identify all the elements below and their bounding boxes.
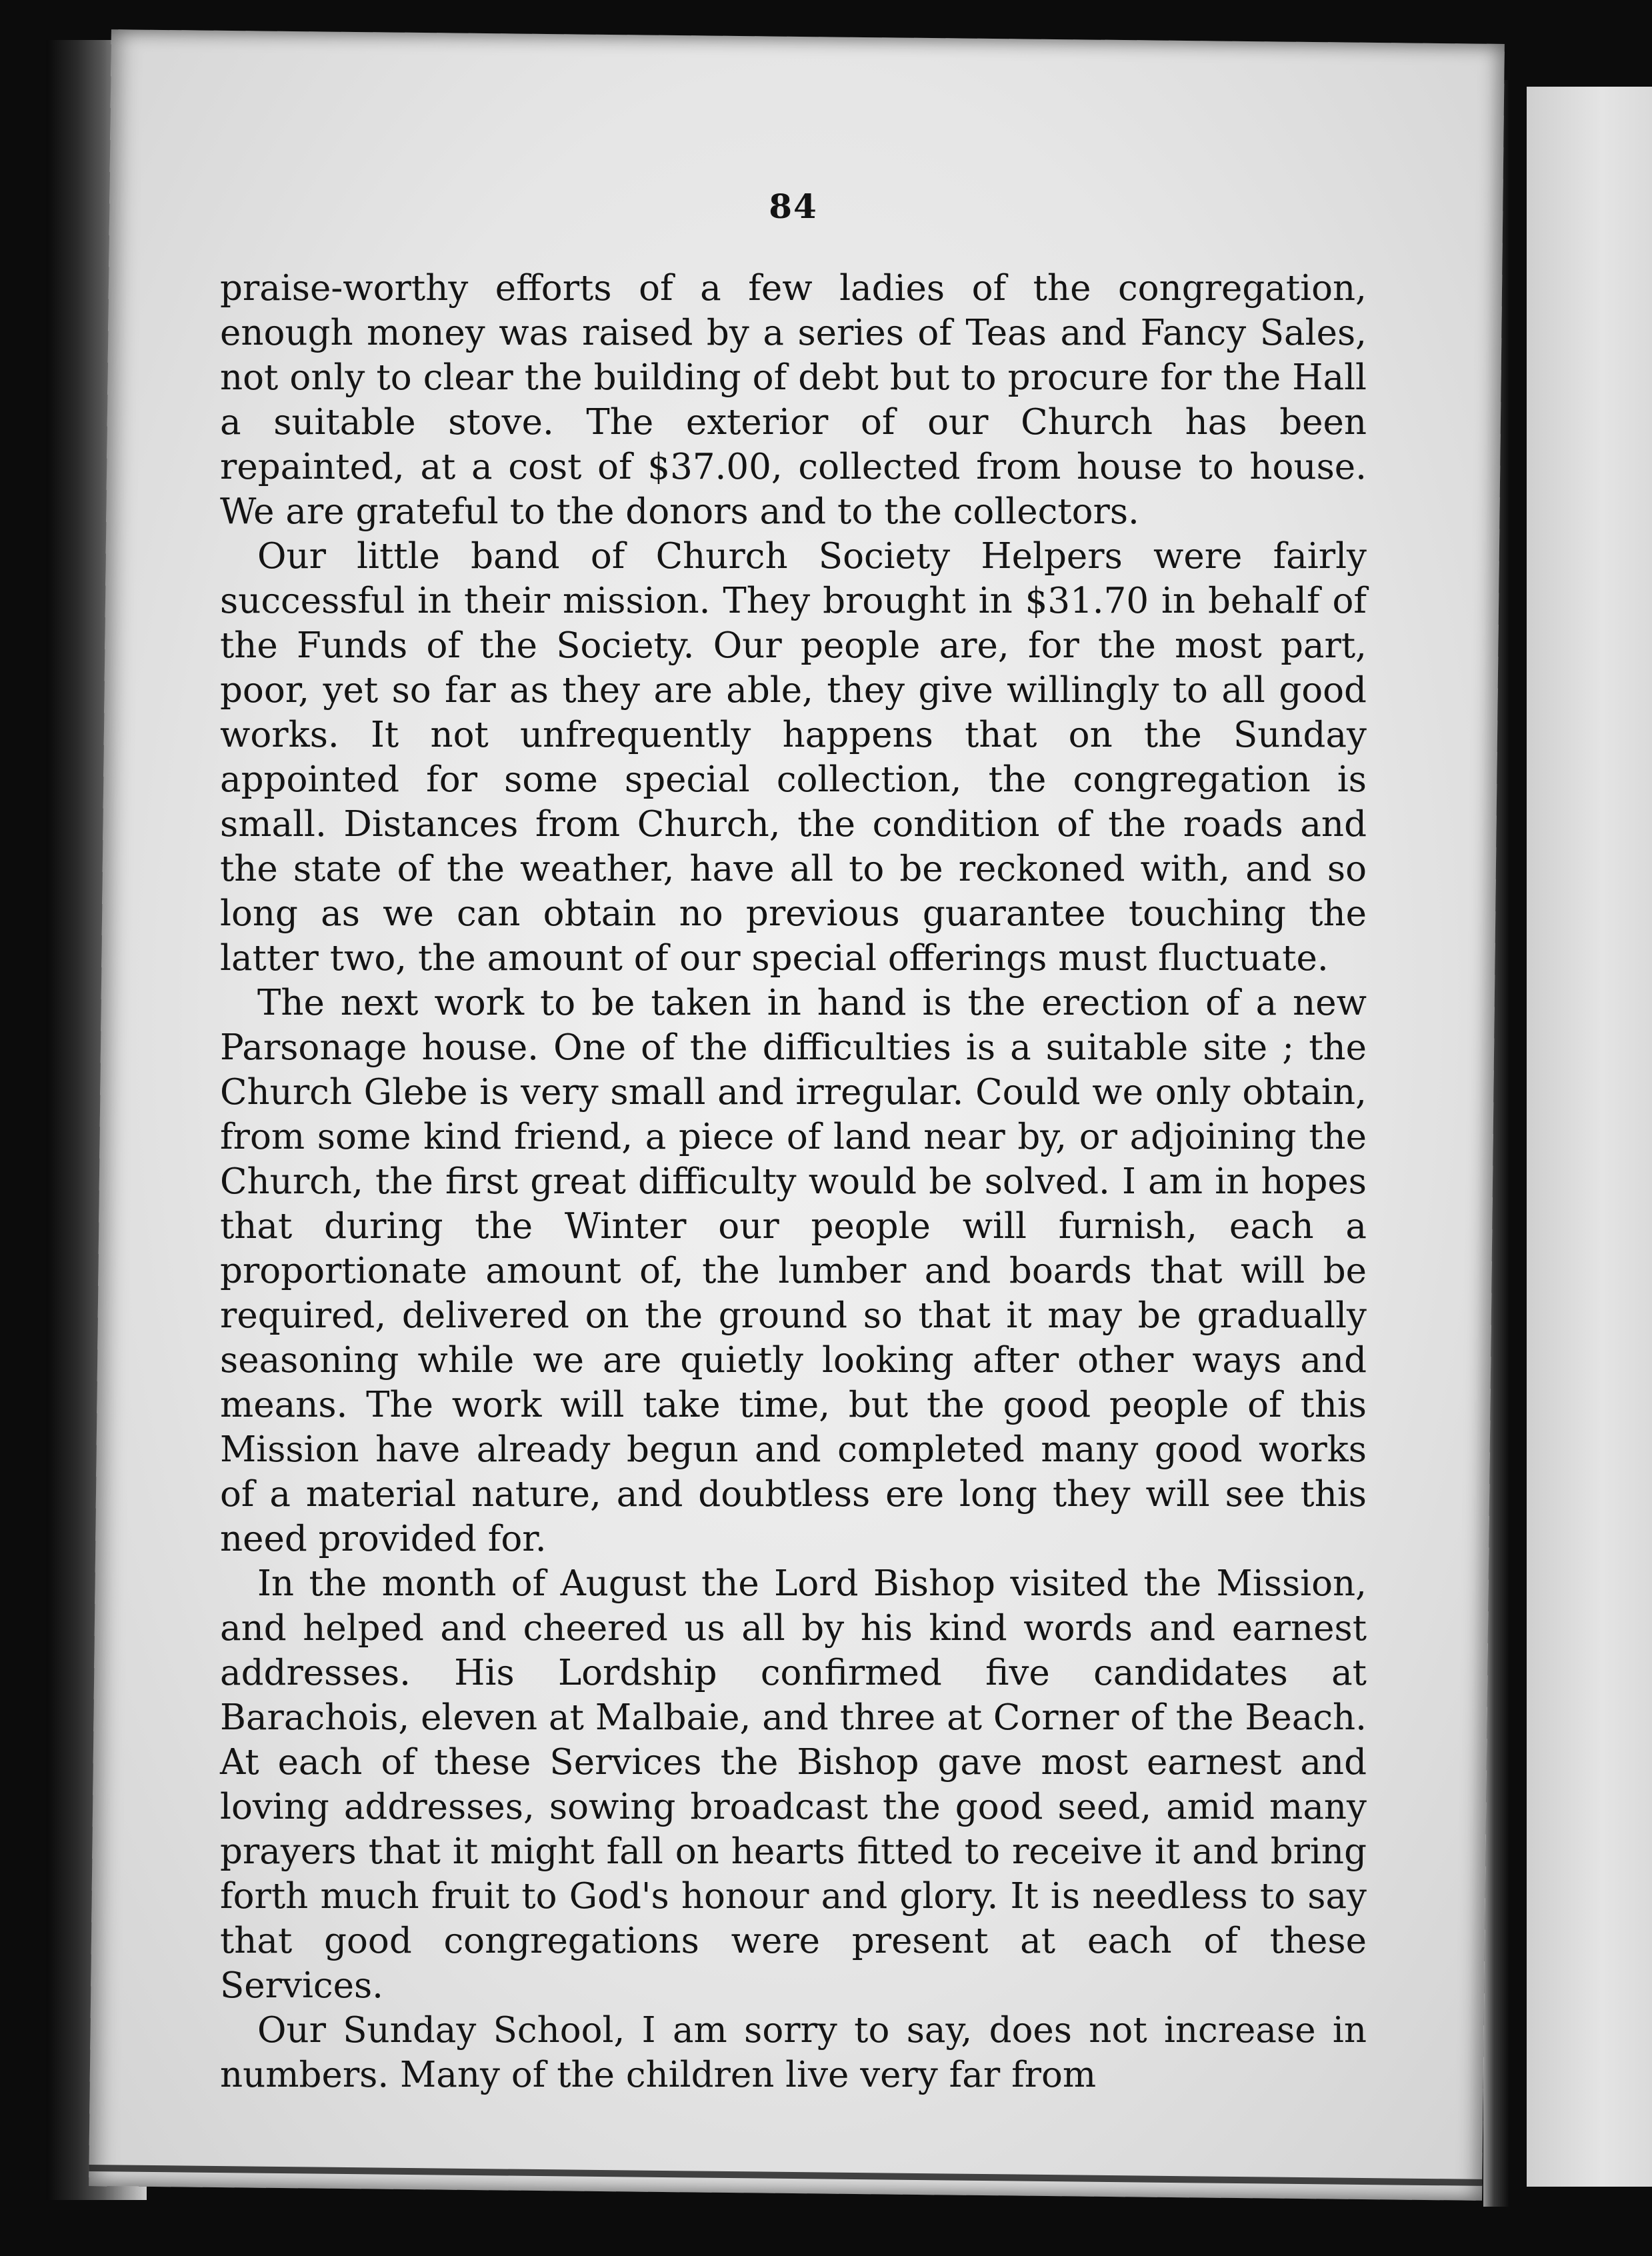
paragraph-4: In the month of August the Lord Bishop visited the Mission, and helped and cheered us all by his kind words and earnest addresses. His Lordship confirmed five candidates at Barachois, eleven at Malbaie, and three at Corner of the Beach. At each of these Services the Bishop gave most earnest and loving addresses, sowing broadcast the good seed, amid many prayers that it might fall on hearts fitted to receive it and bring forth much fruit to God's honour and glory. It is needless to say that good congregations were present at each of these Services. xyxy=(220,1563,1367,2006)
paragraph-5: Our Sunday School, I am sorry to say, does not increase in numbers. Many of the children live very far from xyxy=(220,2010,1367,2095)
page-text xyxy=(220,187,1367,2097)
paragraph-2: Our little band of Church Society Helpers were fairly successful in their mission. They brought in $31.70 in behalf of the Funds of the Society. Our people are, for the most part, poor, yet so far as they are able, they give willingly to all good works. It not unfrequently happens that on the Sunday appointed for some special collection, the congregation is small. Distances from Church, the condition of the roads and the state of the weather, have all to be reckoned with, and so long as we can obtain no previous guarantee touching the latter two, the amount of our special offerings must fluctuate. xyxy=(220,536,1367,979)
paragraph-1: praise-worthy efforts of a few ladies of the congregation, enough money was raised by a series of Teas and Fancy Sales, not only to clear the building of debt but to procure for the Hall a suitable stove. The exterior of our Church has been repainted, at a cost of $37.00, collected from house to house. We are grateful to the donors and to the collectors. xyxy=(220,268,1367,532)
paragraph-3: The next work to be taken in hand is the erection of a new Parsonage house. One of the difficulties is a suitable site ; the Church Glebe is very small and irregular. Could we only obtain, from some kind friend, a piece of land near by, or adjoining the Church, the first great difficulty would be solved. I am in hopes that during the Winter our people will furnish, each a proportionate amount of, the lumber and boards that will be required, delivered on the ground so that it may be gradually seasoning while we are quietly looking after other ways and means. The work will take time, but the good people of this Mission have already begun and completed many good works of a material nature, and doubtless ere long they will see this need provided for. xyxy=(220,983,1367,1559)
facing-page-edge xyxy=(1527,87,1652,2187)
page-bottom-edge xyxy=(89,2165,1482,2186)
page-number: 84 xyxy=(769,187,818,226)
